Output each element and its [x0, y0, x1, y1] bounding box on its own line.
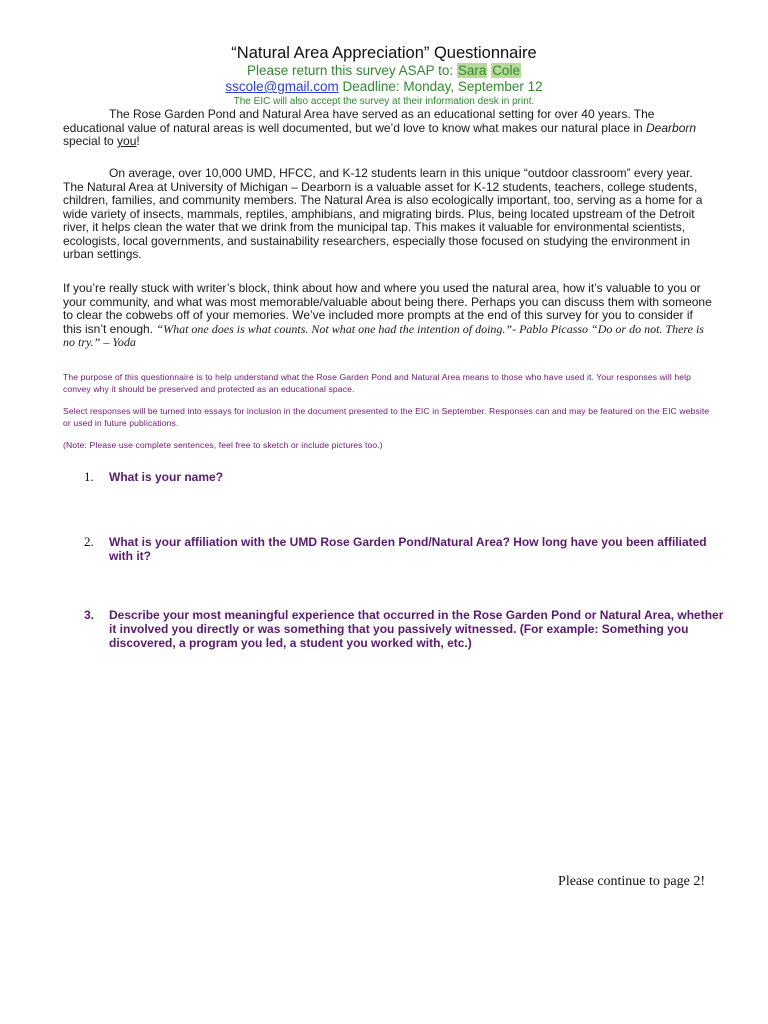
question-number: 3. [84, 608, 95, 622]
purpose-note: The purpose of this questionnaire is to help understand what the Rose Garden Pond and Natural Area means to those who have used it. Your responses will help convey why it should be preserved and protected as an educational space. [63, 372, 692, 394]
question-text: What is your affiliation with the UMD Rose Garden Pond/Natural Area? How long have you been affiliated with it? [109, 535, 707, 563]
intro-p1-end: ! [136, 134, 140, 148]
return-instruction [0, 63, 768, 78]
question-number: 2. [84, 534, 94, 549]
select-responses-note: Select responses will be turned into essays for inclusion in the document presented to the EIC in September. Responses can and may be featured on the EIC website or used in future publications. [63, 406, 710, 428]
eic-note: The EIC will also accept the survey at their information desk in print. [233, 96, 535, 107]
question-3 [84, 608, 724, 650]
you-emphasis: you [117, 134, 137, 148]
question-1 [84, 470, 724, 484]
continue-note: Please continue to page 2! [558, 874, 705, 889]
place-name: Dearborn [646, 120, 697, 135]
intro-p1-text-b: special to [63, 134, 118, 148]
sketch-note: (Note: Please use complete sentences, feel free to sketch or include pictures too.) [63, 440, 383, 450]
question-text: Describe your most meaningful experience that occurred in the Rose Garden Pond or Natural Area, whether it involved you directly or was something that you passively witnessed. (For example: Something you discovered, a program you led, a student you worked with, etc.) [109, 608, 724, 650]
intro-paragraph-2 [63, 167, 713, 262]
email-deadline-line [0, 79, 768, 94]
intro-paragraph-3 [63, 282, 713, 350]
question-2 [84, 535, 724, 563]
question-text: What is your name? [109, 470, 224, 484]
intro-p3-text: If you’re really stuck with writer’s block, think about how and where you used the natural area, how it’s valuable to you or your community, and what was most memorable/valuable about being there. Perhaps you can discuss them with someone to clear the cobwebs off of your memories. We’ve included more prompts at the end of this survey for you to consider if this isn’t enough. [63, 281, 712, 336]
contact-email-link[interactable]: sscole@gmail.com [225, 79, 339, 94]
intro-p2-text: On average, over 10,000 UMD, HFCC, and K-12 students learn in this unique “outdoor classroom” every year. The Natural Area at University of Michigan – Dearborn is a valuable asset for K-12 students, teachers, college students, children, families, and community members. The Natural Area is also ecologically important, too, serving as a home for a wide variety of insects, mammals, reptiles, amphibians, and migrating birds. Plus, being located upstream of the Detroit river, it helps clean the water that we drink from the municipal tap. This makes it valuable for environmental scientists, ecologists, local governments, and sustainability researchers, especially those focused on studying the environment in urban settings. [63, 166, 703, 261]
intro-p1-text: The Rose Garden Pond and Natural Area have served as an educational setting for over 40 years. The educational value of natural areas is well documented, but we’d love to know what makes our natural place in [63, 107, 655, 135]
question-number: 1. [84, 469, 94, 484]
deadline-text: Deadline: Monday, September 12 [338, 79, 543, 94]
return-prefix: Please return this survey ASAP to: [247, 63, 457, 78]
contact-last-name: Cole [492, 63, 520, 78]
quotes: “What one does is what counts. Not what one had the intention of doing.”- Pablo Picasso “Do or do not. There is no try.” – Yoda [63, 321, 704, 349]
intro-paragraph-1 [63, 108, 713, 149]
contact-first-name: Sara [457, 63, 487, 78]
page-title: “Natural Area Appreciation” Questionnaire [231, 44, 537, 62]
